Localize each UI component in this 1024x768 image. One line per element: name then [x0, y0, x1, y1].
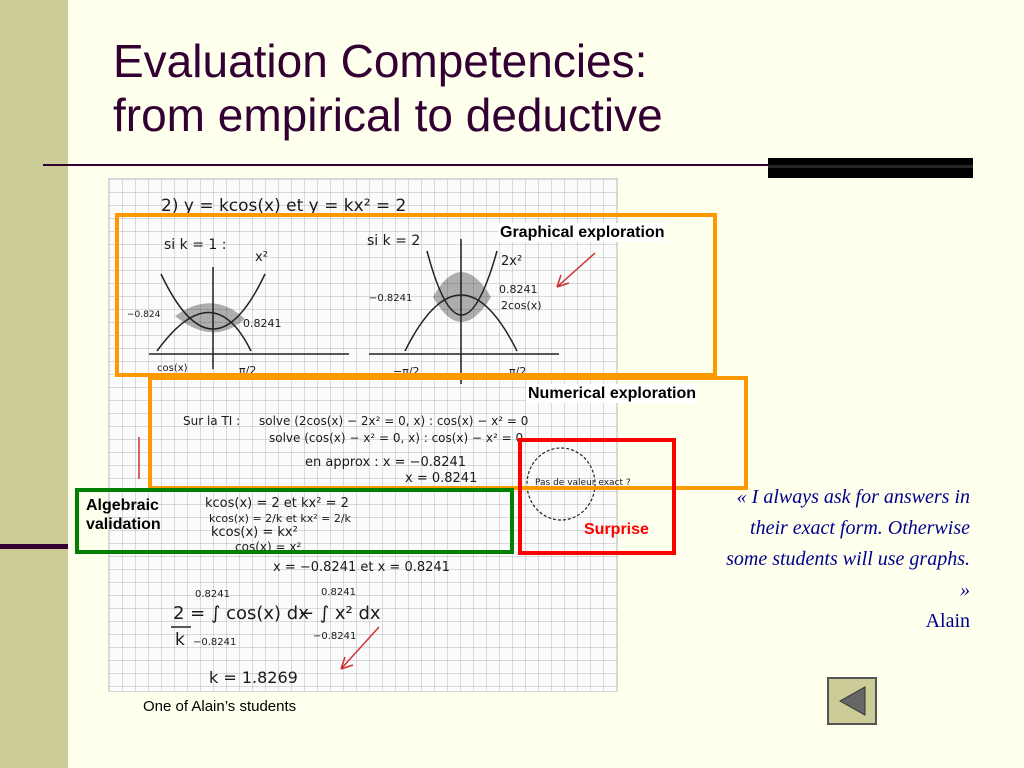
ws-int-upper-1: 0.8241 — [195, 589, 230, 600]
title-accent-bar — [768, 158, 973, 178]
ws-int-lower-2: −0.8241 — [313, 631, 357, 642]
ws-graph2-pihalf: π/2 — [509, 365, 527, 378]
ws-graph1-pos: 0.8241 — [243, 317, 282, 330]
algebraic-validation-label: Algebraic validation — [86, 497, 161, 533]
quote-author: Alain — [925, 610, 970, 632]
ws-alg5: x = −0.8241 et x = 0.8241 — [273, 560, 450, 575]
quote-text: « I always ask for answers in their exact form. Otherwise some students will use graphs. » — [726, 486, 970, 601]
ws-int-upper-2: 0.8241 — [321, 587, 356, 598]
ws-graph1-pihalf: π/2 — [239, 364, 257, 377]
ws-int-k: k — [175, 630, 185, 650]
left-sidebar-band — [0, 0, 68, 768]
surprise-label: Surprise — [584, 521, 649, 538]
ws-solve-prefix: Sur la TI : — [183, 414, 241, 428]
previous-slide-button[interactable] — [827, 677, 877, 725]
graphical-exploration-label: Graphical exploration — [500, 224, 665, 241]
teacher-quote — [720, 482, 970, 637]
ws-alg3: kcos(x) = kx² — [211, 525, 298, 540]
title-line-1: Evaluation Competencies: — [113, 35, 648, 87]
ws-approx1: en approx : x = −0.8241 — [305, 455, 467, 470]
ws-int-expr2: − ∫ x² dx — [299, 603, 381, 624]
ws-graph1-neg: −0.824 — [127, 310, 161, 320]
ws-solve1: solve (2cos(x) − 2x² = 0, x) : cos(x) − x² = 0 — [259, 414, 529, 428]
ws-problem: 2) y = kcos(x) et y = kx² = 2 — [161, 196, 407, 216]
title-underline — [43, 164, 770, 166]
ws-alg1: kcos(x) = 2 et kx² = 2 — [205, 496, 349, 511]
ws-graph2-pos: 0.8241 — [499, 283, 538, 296]
sidebar-accent-line — [0, 544, 68, 549]
title-line-2: from empirical to deductive — [113, 89, 663, 141]
ws-int-expr1: 2 = ∫ cos(x) dx — [173, 603, 309, 624]
ws-int-lower-1: −0.8241 — [193, 637, 237, 648]
slide-title — [113, 34, 813, 142]
ws-case1: si k = 1 : — [164, 237, 227, 253]
ws-graph1-cos: cos(x) — [157, 363, 188, 374]
image-caption: One of Alain’s students — [143, 698, 297, 715]
ws-graph2-2x2: 2x² — [501, 254, 523, 269]
ws-result: k = 1.8269 — [209, 668, 298, 687]
ws-x2: x² — [255, 250, 268, 265]
triangle-left-icon — [837, 685, 869, 717]
ws-alg4: cos(x) = x² — [235, 540, 302, 554]
ws-graph2-2cos: 2cos(x) — [501, 299, 542, 312]
ws-case2: si k = 2 — [367, 233, 421, 249]
ws-alg2: kcos(x) = 2/k et kx² = 2/k — [209, 512, 351, 525]
ws-graph2-neg-pihalf: −π/2 — [393, 365, 420, 378]
numerical-exploration-label: Numerical exploration — [528, 385, 697, 402]
ws-solve2: solve (cos(x) − x² = 0, x) : cos(x) − x² = 0 — [269, 431, 524, 445]
ws-note: Pas de valeur exact ? — [535, 478, 631, 488]
ws-approx2: x = 0.8241 — [405, 471, 478, 486]
ws-graph2-neg: −0.8241 — [369, 293, 413, 304]
